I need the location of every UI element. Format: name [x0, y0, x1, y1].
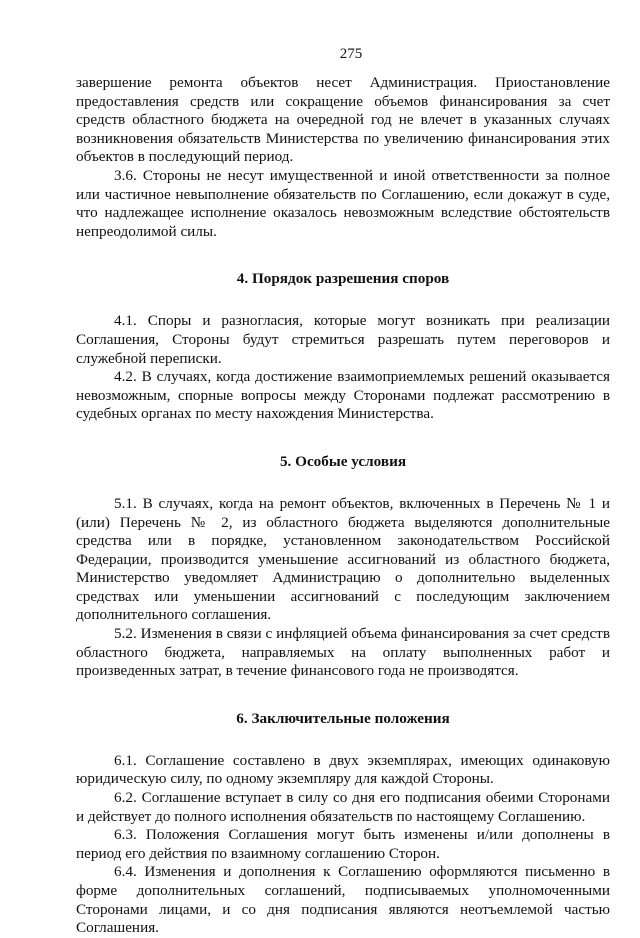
paragraph-6-4: 6.4. Изменения и дополнения к Соглашению оформляются письменно в форме дополнительных соглашений, подписываемых уполномоченными Сторонами лицами, и со дня подписания являются неотъемлемой частью Соглашения.	[76, 863, 610, 937]
paragraph-continuation: завершение ремонта объектов несет Администрация. Приостановление предоставления средств или сокращение объемов финансирования за счет средств областного бюджета на очередной год не влечет в указанных случаях возникновения обязательств Министерства по увеличению финансирования этих объектов в последующий период.	[76, 74, 610, 166]
section-4-heading: 4. Порядок разрешения споров	[236, 270, 450, 288]
section-5-heading: 5. Особые условия	[279, 452, 407, 470]
paragraph-5-1: 5.1. В случаях, когда на ремонт объектов, включенных в Перечень № 1 и (или) Перечень № 2, из областного бюджета выделяются дополнительные средства или в порядке, установленном законодательством Российской Федерации, производится уменьшение ассигнований из областного бюджета, Министерство уведомляет Администрацию о дополнительно выделенных средствах или уменьшении ассигнований с последующим заключением дополнительного соглашения.	[76, 494, 610, 624]
paragraph-6-1: 6.1. Соглашение составлено в двух экземплярах, имеющих одинаковую юридическую силу, по одному экземпляру для каждой Стороны.	[76, 751, 610, 788]
paragraph-4-2: 4.2. В случаях, когда достижение взаимоприемлемых решений оказывается невозможным, спорные вопросы между Сторонами подлежат рассмотрению в судебных органах по месту нахождения Министерства.	[76, 368, 610, 423]
paragraph-3-6: 3.6. Стороны не несут имущественной и иной ответственности за полное или частичное невыполнение обязательств по Соглашению, если докажут в суде, что надлежащее исполнение оказалось невозможным вследствие обстоятельств непреодолимой силы.	[76, 166, 610, 240]
paragraph-6-2: 6.2. Соглашение вступает в силу со дня его подписания обеими Сторонами и действует до полного исполнения обязательств по настоящему Соглашению.	[76, 789, 610, 825]
document-page	[76, 44, 610, 938]
paragraph-5-2: 5.2. Изменения в связи с инфляцией объема финансирования за счет средств областного бюджета, направляемых на оплату выполненных работ и произведенных затрат, в течение финансового года не производятся.	[76, 625, 610, 680]
section-6-heading: 6. Заключительные положения	[236, 709, 450, 727]
paragraph-6-3: 6.3. Положения Соглашения могут быть изменены и/или дополнены в период его действия по взаимному соглашению Сторон.	[76, 826, 610, 862]
paragraph-4-1: 4.1. Споры и разногласия, которые могут возникать при реализации Соглашения, Стороны будут стремиться разрешать путем переговоров и служебной переписки.	[76, 312, 610, 367]
page-number: 275	[339, 46, 363, 62]
